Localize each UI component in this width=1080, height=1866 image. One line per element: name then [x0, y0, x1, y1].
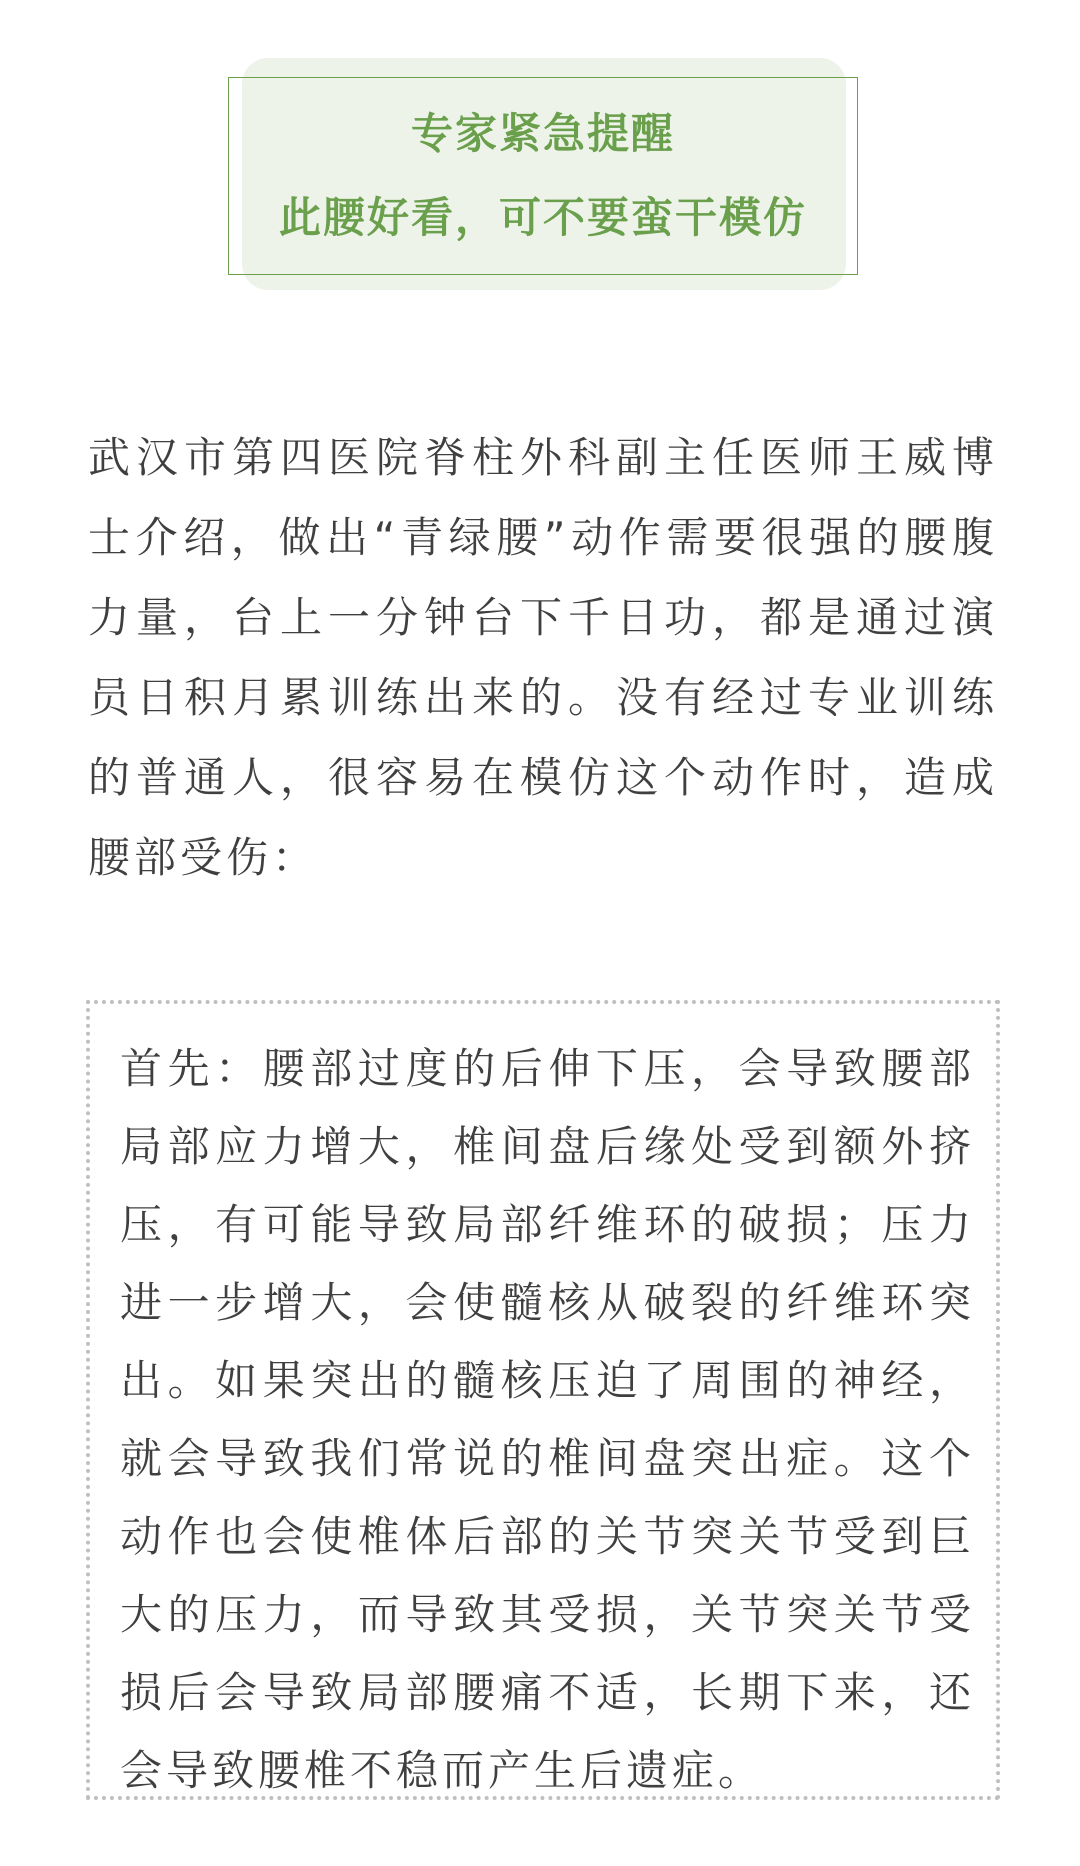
title-subheading: 此腰好看，可不要蛮干模仿 [278, 193, 807, 242]
note-paragraph: 首先：腰部过度的后伸下压，会导致腰部局部应力增大，椎间盘后缘处受到额外挤压，有可能导致局部纤维环的破损；压力进一步增大，会使髓核从破裂的纤维环突出。如果突出的髓核压迫了周围的神经，就会导致我们常说的椎间盘突出症。这个动作也会使椎体后部的关节突关节受到巨大的压力，而导致其受损，关节突关节受损后会导致局部腰痛不适，长期下来，还会导致腰椎不稳而产生后遗症。 [120, 1044, 975, 1795]
title-card [228, 77, 858, 275]
title-heading: 专家紧急提醒 [410, 109, 675, 158]
intro-paragraph: 武汉市第四医院脊柱外科副主任医师王威博士介绍，做出“青绿腰”动作需要很强的腰腹力量，台上一分钟台下千日功，都是通过演员日积月累训练出来的。没有经过专业训练的普通人，很容易在模仿这个动作时，造成腰部受伤： [88, 433, 998, 882]
